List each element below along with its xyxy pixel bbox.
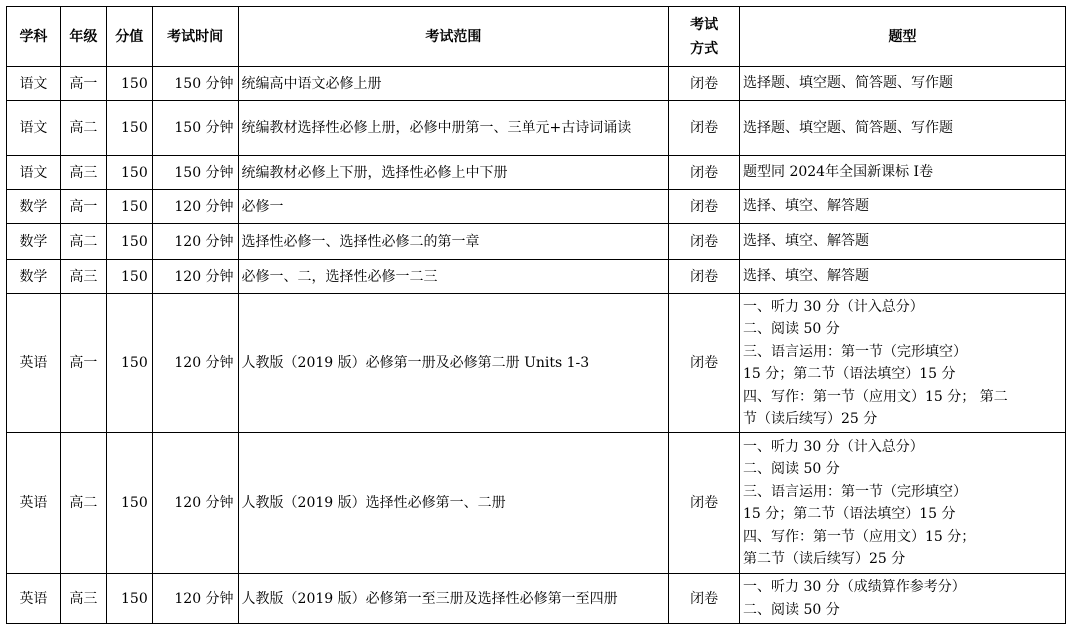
cell-scope: 统编高中语文必修上册	[238, 67, 669, 101]
cell-score: 150	[106, 433, 152, 574]
cell-grade: 高一	[60, 190, 106, 224]
cell-subject: 英语	[7, 294, 61, 433]
cell-scope: 人教版（2019 版）必修第一至三册及选择性必修第一至四册	[238, 574, 669, 624]
cell-types: 选择、填空、解答题	[740, 224, 1066, 260]
header-mode	[669, 7, 740, 67]
header-mode-line-2: 方式	[690, 40, 719, 57]
cell-scope: 必修一、二，选择性必修一二三	[238, 260, 669, 294]
cell-scope: 人教版（2019 版）选择性必修第一、二册	[238, 433, 669, 574]
table-row	[7, 156, 1066, 190]
cell-types: 一、听力 30 分（计入总分） 二、阅读 50 分 三、语言运用：第一节（完形填空） 15 分；第二节（语法填空）15 分 四、写作：第一节（应用文）15 分； 第二 节（读后续写）25 分	[740, 294, 1066, 433]
cell-grade: 高三	[60, 574, 106, 624]
cell-grade: 高二	[60, 433, 106, 574]
table-row	[7, 433, 1066, 574]
cell-subject: 数学	[7, 260, 61, 294]
cell-subject: 英语	[7, 574, 61, 624]
cell-types: 一、听力 30 分（成绩算作参考分） 二、阅读 50 分	[740, 574, 1066, 624]
cell-types: 题型同 2024年全国新课标 Ⅰ卷	[740, 156, 1066, 190]
cell-duration: 150 分钟	[152, 101, 238, 156]
cell-types: 选择、填空、解答题	[740, 190, 1066, 224]
cell-types: 选择题、填空题、简答题、写作题	[740, 101, 1066, 156]
header-duration: 考试时间	[152, 7, 238, 67]
cell-types: 选择题、填空题、简答题、写作题	[740, 67, 1066, 101]
header-row	[7, 7, 1066, 67]
cell-grade: 高一	[60, 294, 106, 433]
cell-duration: 120 分钟	[152, 574, 238, 624]
cell-mode: 闭卷	[669, 101, 740, 156]
cell-score: 150	[106, 294, 152, 433]
cell-score: 150	[106, 67, 152, 101]
cell-subject: 数学	[7, 190, 61, 224]
cell-mode: 闭卷	[669, 260, 740, 294]
cell-types: 一、听力 30 分（计入总分） 二、阅读 50 分 三、语言运用：第一节（完形填空） 15 分；第二节（语法填空）15 分 四、写作：第一节（应用文）15 分； 第二节（读后续写）25 分	[740, 433, 1066, 574]
cell-mode: 闭卷	[669, 294, 740, 433]
cell-scope: 统编教材选择性必修上册，必修中册第一、三单元+古诗词诵读	[238, 101, 669, 156]
table-row	[7, 294, 1066, 433]
cell-grade: 高三	[60, 156, 106, 190]
cell-score: 150	[106, 260, 152, 294]
exam-schedule	[6, 6, 1066, 624]
cell-score: 150	[106, 574, 152, 624]
cell-duration: 120 分钟	[152, 260, 238, 294]
cell-duration: 120 分钟	[152, 224, 238, 260]
cell-mode: 闭卷	[669, 67, 740, 101]
cell-scope: 选择性必修一、选择性必修二的第一章	[238, 224, 669, 260]
cell-subject: 数学	[7, 224, 61, 260]
cell-scope: 统编教材必修上下册，选择性必修上中下册	[238, 156, 669, 190]
cell-score: 150	[106, 190, 152, 224]
cell-duration: 150 分钟	[152, 156, 238, 190]
table-row	[7, 260, 1066, 294]
cell-mode: 闭卷	[669, 156, 740, 190]
header-types: 题型	[740, 7, 1066, 67]
cell-subject: 语文	[7, 67, 61, 101]
cell-grade: 高三	[60, 260, 106, 294]
cell-scope: 人教版（2019 版）必修第一册及必修第二册 Units 1-3	[238, 294, 669, 433]
table-row	[7, 67, 1066, 101]
cell-scope: 必修一	[238, 190, 669, 224]
cell-duration: 120 分钟	[152, 190, 238, 224]
cell-duration: 120 分钟	[152, 294, 238, 433]
cell-score: 150	[106, 101, 152, 156]
table-row	[7, 224, 1066, 260]
header-scope: 考试范围	[238, 7, 669, 67]
cell-duration: 120 分钟	[152, 433, 238, 574]
cell-mode: 闭卷	[669, 190, 740, 224]
cell-subject: 语文	[7, 101, 61, 156]
header-mode-line-1: 考试	[690, 16, 719, 33]
cell-mode: 闭卷	[669, 433, 740, 574]
cell-grade: 高二	[60, 101, 106, 156]
cell-grade: 高一	[60, 67, 106, 101]
table-row	[7, 190, 1066, 224]
exam-table	[6, 6, 1066, 624]
cell-mode: 闭卷	[669, 574, 740, 624]
cell-score: 150	[106, 224, 152, 260]
cell-subject: 英语	[7, 433, 61, 574]
cell-score: 150	[106, 156, 152, 190]
cell-duration: 150 分钟	[152, 67, 238, 101]
cell-mode: 闭卷	[669, 224, 740, 260]
cell-types: 选择、填空、解答题	[740, 260, 1066, 294]
cell-grade: 高二	[60, 224, 106, 260]
header-score: 分值	[106, 7, 152, 67]
header-subject: 学科	[7, 7, 61, 67]
cell-subject: 语文	[7, 156, 61, 190]
header-grade: 年级	[60, 7, 106, 67]
table-row	[7, 574, 1066, 624]
table-row	[7, 101, 1066, 156]
